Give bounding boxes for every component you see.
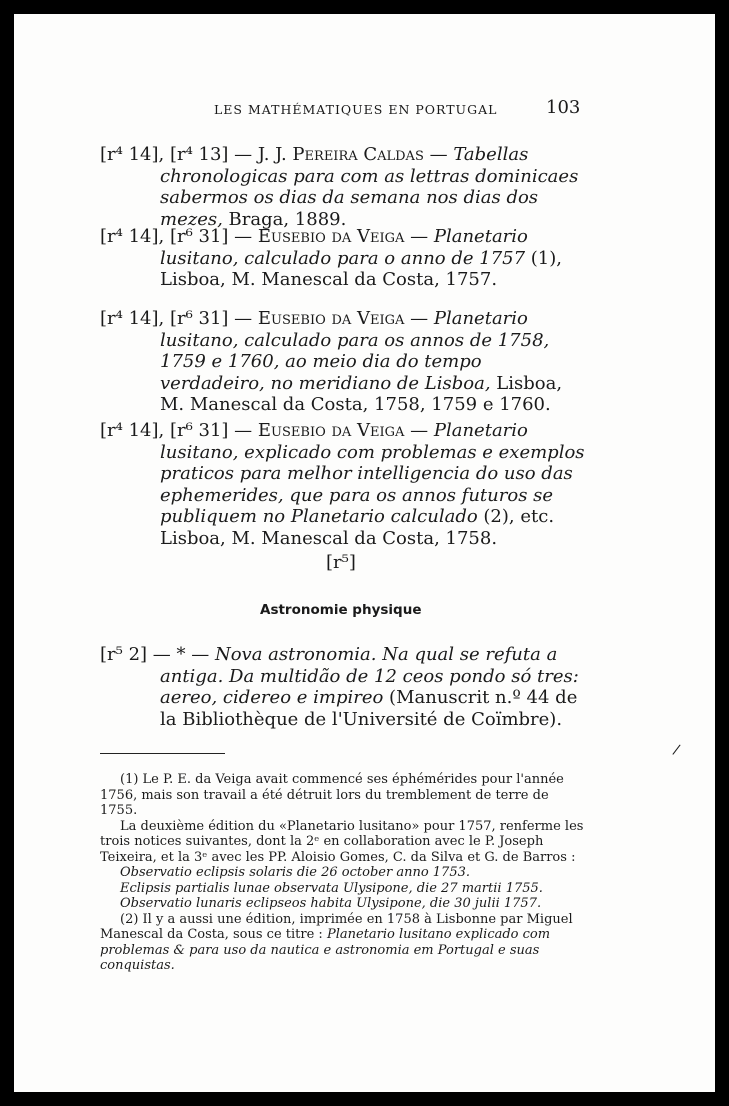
entry-title: Tabellas chronologicas para com as lettras dominicaes sabermos os dias da semana nos dias dos mezes, bbox=[160, 144, 579, 230]
stray-pen-mark: / bbox=[671, 741, 682, 759]
footnote-2-title: Planetario lusitano explicado com problemas & para uso da nautica e astronomia em Portugal e suas conquistas. bbox=[100, 927, 551, 973]
entry-reference: [r⁶ 31] bbox=[169, 420, 229, 441]
entry-reference: [r⁵ 2] bbox=[100, 644, 148, 665]
bibliography-entry: [r⁵ 2] — * — Nova astronomia. Na qual se refuta a antiga. Da multidão de 12 ceos pondo só tres: aereo, cidereo e impireo (Manuscrit n.º 44 de la Bibliothèque de l'Université de Coïmbre). bbox=[100, 644, 579, 730]
section-heading: Astronomie physique bbox=[260, 602, 422, 618]
entry-reference: [r⁴ 14], bbox=[100, 226, 165, 247]
footnotes bbox=[100, 772, 588, 974]
entry-author: Eusebio da Veiga bbox=[257, 420, 405, 441]
bibliography-entry: [r⁴ 14], [r⁶ 31] — Eusebio da Veiga — Planetario lusitano, explicado com problemas e exemplos praticos para melhor intelligencia do uso das ephemerides, que para os annos futuros se publiquem no Planetario calculado (2), etc. Lisboa, M. Manescal da Costa, 1758. bbox=[100, 420, 585, 549]
page-number: 103 bbox=[546, 97, 581, 118]
entry-title: Planetario lusitano, calculado para os annos de 1758, 1759 e 1760, ao meio dia do tempo verdadeiro, no meridiano de Lisboa, bbox=[160, 308, 550, 394]
entry-title: Planetario lusitano, calculado para o anno de 1757 bbox=[160, 226, 528, 269]
anonymous-asterisk: * bbox=[176, 644, 186, 665]
bibliography-entry: [r⁴ 14], [r⁴ 13] — J. J. Pereira Caldas — Tabellas chronologicas para com as lettras dominicaes sabermos os dias da semana nos dias dos mezes, Braga, 1889. bbox=[100, 144, 579, 230]
entry-reference: [r⁶ 31] bbox=[169, 226, 229, 247]
footnote-1: (1) Le P. E. da Veiga avait commencé ses éphémérides pour l'année 1756, mais son travail a été détruit lors du tremblement de terre de 1755. bbox=[100, 772, 564, 818]
entry-imprint: (1), Lisboa, M. Manescal da Costa, 1757. bbox=[160, 247, 562, 290]
running-title: LES MATHÉMATIQUES EN PORTUGAL bbox=[214, 102, 498, 117]
footnote-rule bbox=[100, 753, 225, 754]
entry-reference: [r⁴ 14], bbox=[100, 144, 165, 165]
entry-reference: [r⁴ 14], bbox=[100, 420, 165, 441]
document-page bbox=[14, 14, 715, 1092]
entry-reference: [r⁶ 31] bbox=[169, 308, 229, 329]
entry-author: Eusebio da Veiga bbox=[257, 308, 405, 329]
entry-reference: [r⁴ 14], bbox=[100, 308, 165, 329]
section-mark: [r⁵] bbox=[326, 552, 356, 573]
entry-title: Planetario lusitano, explicado com problemas e exemplos praticos para melhor intelligencia do uso das ephemerides, que para os annos futuros se publiquem no Planetario calculado bbox=[160, 420, 585, 527]
bibliography-entry: [r⁴ 14], [r⁶ 31] — Eusebio da Veiga — Planetario lusitano, calculado para os annos de 1758, 1759 e 1760, ao meio dia do tempo verdadeiro, no meridiano de Lisboa, Lisboa, M. Manescal da Costa, 1758, 1759 e 1760. bbox=[100, 308, 563, 415]
entry-author: J. J. Pereira Caldas bbox=[257, 144, 424, 165]
entry-imprint: Braga, 1889. bbox=[222, 208, 347, 230]
entry-reference: [r⁴ 13] bbox=[169, 144, 229, 165]
observation-line: Eclipsis partialis lunae observata Ulysipone, die 27 martii 1755. bbox=[120, 880, 543, 896]
bibliography-entry: [r⁴ 14], [r⁶ 31] — Eusebio da Veiga — Planetario lusitano, calculado para o anno de 1757 (1), Lisboa, M. Manescal da Costa, 1757. bbox=[100, 226, 562, 290]
entry-note: (Manuscrit n.º 44 de la Bibliothèque de l'Université de Coïmbre). bbox=[160, 687, 578, 730]
entry-author: Eusebio da Veiga bbox=[257, 226, 405, 247]
entry-imprint: Lisboa, M. Manescal da Costa, 1758, 1759 e 1760. bbox=[160, 372, 563, 415]
entry-title: Nova astronomia. Na qual se refuta a antiga. Da multidão de 12 ceos pondo só tres: aereo, cidereo e impireo bbox=[160, 644, 579, 708]
footnote-1-continuation: La deuxième édition du «Planetario lusitano» pour 1757, renferme les trois notices suivantes, dont la 2ᵉ en collaboration avec le P. Joseph Teixeira, et la 3ᵉ avec les PP. Aloisio Gomes, C. da Silva et G. de Barros : bbox=[100, 818, 584, 865]
entry-imprint: (2), etc. Lisboa, M. Manescal da Costa, 1758. bbox=[160, 506, 555, 549]
observation-line: Observatio lunaris eclipseos habita Ulysipone, die 30 julii 1757. bbox=[120, 896, 542, 911]
footnote-2: (2) Il y a aussi une édition, imprimée en 1758 à Lisbonne par Miguel Manescal da Costa, sous ce titre : Planetario lusitano explicado com problemas & para uso da nautica e astronomia em Portugal e suas conquistas. bbox=[100, 911, 573, 973]
observation-line: Observatio eclipsis solaris die 26 october anno 1753. bbox=[120, 865, 470, 880]
